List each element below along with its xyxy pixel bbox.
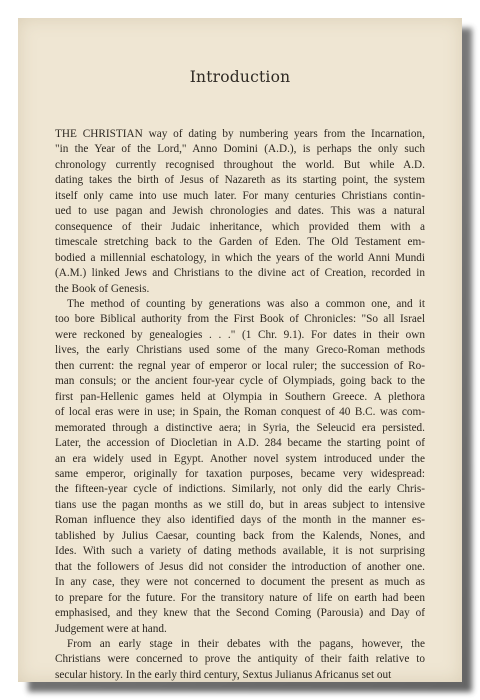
text-line: bodied a millennial eschatology, in which the years of the world Anni Mundi bbox=[55, 251, 425, 264]
text-line: timescale stretching back to the Garden of Eden. The Old Testament em- bbox=[55, 236, 425, 249]
text-line: lives, the early Christians used some of the many Greco-Roman methods bbox=[55, 344, 425, 357]
text-line: Roman influence they also identified days of the month in the manner es- bbox=[55, 514, 425, 527]
text-line: Later, the accession of Diocletian in A.D. 284 became the starting point of bbox=[55, 437, 425, 450]
text-line: The method of counting by generations was also a common one, and it bbox=[67, 297, 425, 310]
text-line: same emperor, originally for taxation purposes, became very widespread: bbox=[55, 467, 425, 480]
text-line: memorated through a distinctive aera; in Syria, the Seleucid era persisted. bbox=[55, 421, 425, 434]
page-title: Introduction bbox=[189, 68, 291, 86]
text-line: to prepare for the future. For the transitory nature of life on earth had been bbox=[55, 591, 425, 604]
text-line: emphasised, and they knew that the Second Coming (Parousia) and Day of bbox=[55, 607, 425, 620]
text-line: (A.M.) linked Jews and Christians to the divine act of Creation, recorded in bbox=[55, 267, 425, 280]
text-line: Christians were concerned to prove the antiquity of their faith relative to bbox=[55, 653, 425, 666]
text-line: In any case, they were not concerned to document the present as much as bbox=[55, 576, 425, 589]
text-line: were reckoned by genealogies . . ." (1 Chr. 9.1). For dates in their own bbox=[55, 328, 425, 341]
text-line: of local eras were in use; in Spain, the Roman conquest of 40 B.C. was com- bbox=[55, 406, 425, 419]
text-line: Ides. With such a variety of dating methods available, it is not surprising bbox=[55, 545, 425, 558]
text-line: chronology currently recognised throughout the world. But while A.D. bbox=[55, 158, 425, 171]
text-line: Judgement were at hand. bbox=[55, 622, 167, 635]
page-body bbox=[55, 127, 425, 682]
text-line: then current: the regnal year of emperor or local ruler; the succession of Ro- bbox=[55, 359, 425, 372]
text-line: the Book of Genesis. bbox=[55, 282, 150, 295]
text-line: too bore Biblical authority from the First Book of Chronicles: "So all Israel bbox=[55, 313, 425, 326]
text-line: that the followers of Jesus did not consider the introduction of another one. bbox=[55, 560, 425, 573]
text-line: From an early stage in their debates with the pagans, however, the bbox=[67, 637, 425, 650]
text-line: consequence of their Judaic inheritance, which provided them with a bbox=[55, 220, 425, 233]
text-line: the fifteen-year cycle of indictions. Similarly, not only did the early Chris- bbox=[55, 483, 425, 496]
text-line: THE CHRISTIAN way of dating by numbering years from the Incarnation, bbox=[55, 128, 425, 140]
text-line: tablished by Julius Caesar, counting back from the Kalends, Nones, and bbox=[55, 529, 425, 542]
text-line: "in the Year of the Lord," Anno Domini (A.D.), is perhaps the only such bbox=[55, 143, 425, 156]
text-line: an era widely used in Egypt. Another novel system introduced under the bbox=[55, 452, 425, 465]
text-line: dating takes the birth of Jesus of Nazareth as its starting point, the system bbox=[55, 174, 425, 187]
text-line: ued to use pagan and Jewish chronologies and dates. This was a natural bbox=[55, 205, 425, 218]
text-line: tians use the pagan months as we still do, but in areas subject to intensive bbox=[55, 498, 425, 511]
book-page bbox=[18, 18, 462, 682]
text-line: first pan-Hellenic games held at Olympia in Southern Greece. A plethora bbox=[55, 390, 425, 403]
text-line: man consuls; or the ancient four-year cycle of Olympiads, going back to the bbox=[55, 375, 425, 388]
text-line: secular history. In the early third century, Sextus Julianus Africanus set out bbox=[55, 668, 392, 681]
text-line: itself only came into use much later. For many centuries Christians contin- bbox=[55, 189, 425, 202]
